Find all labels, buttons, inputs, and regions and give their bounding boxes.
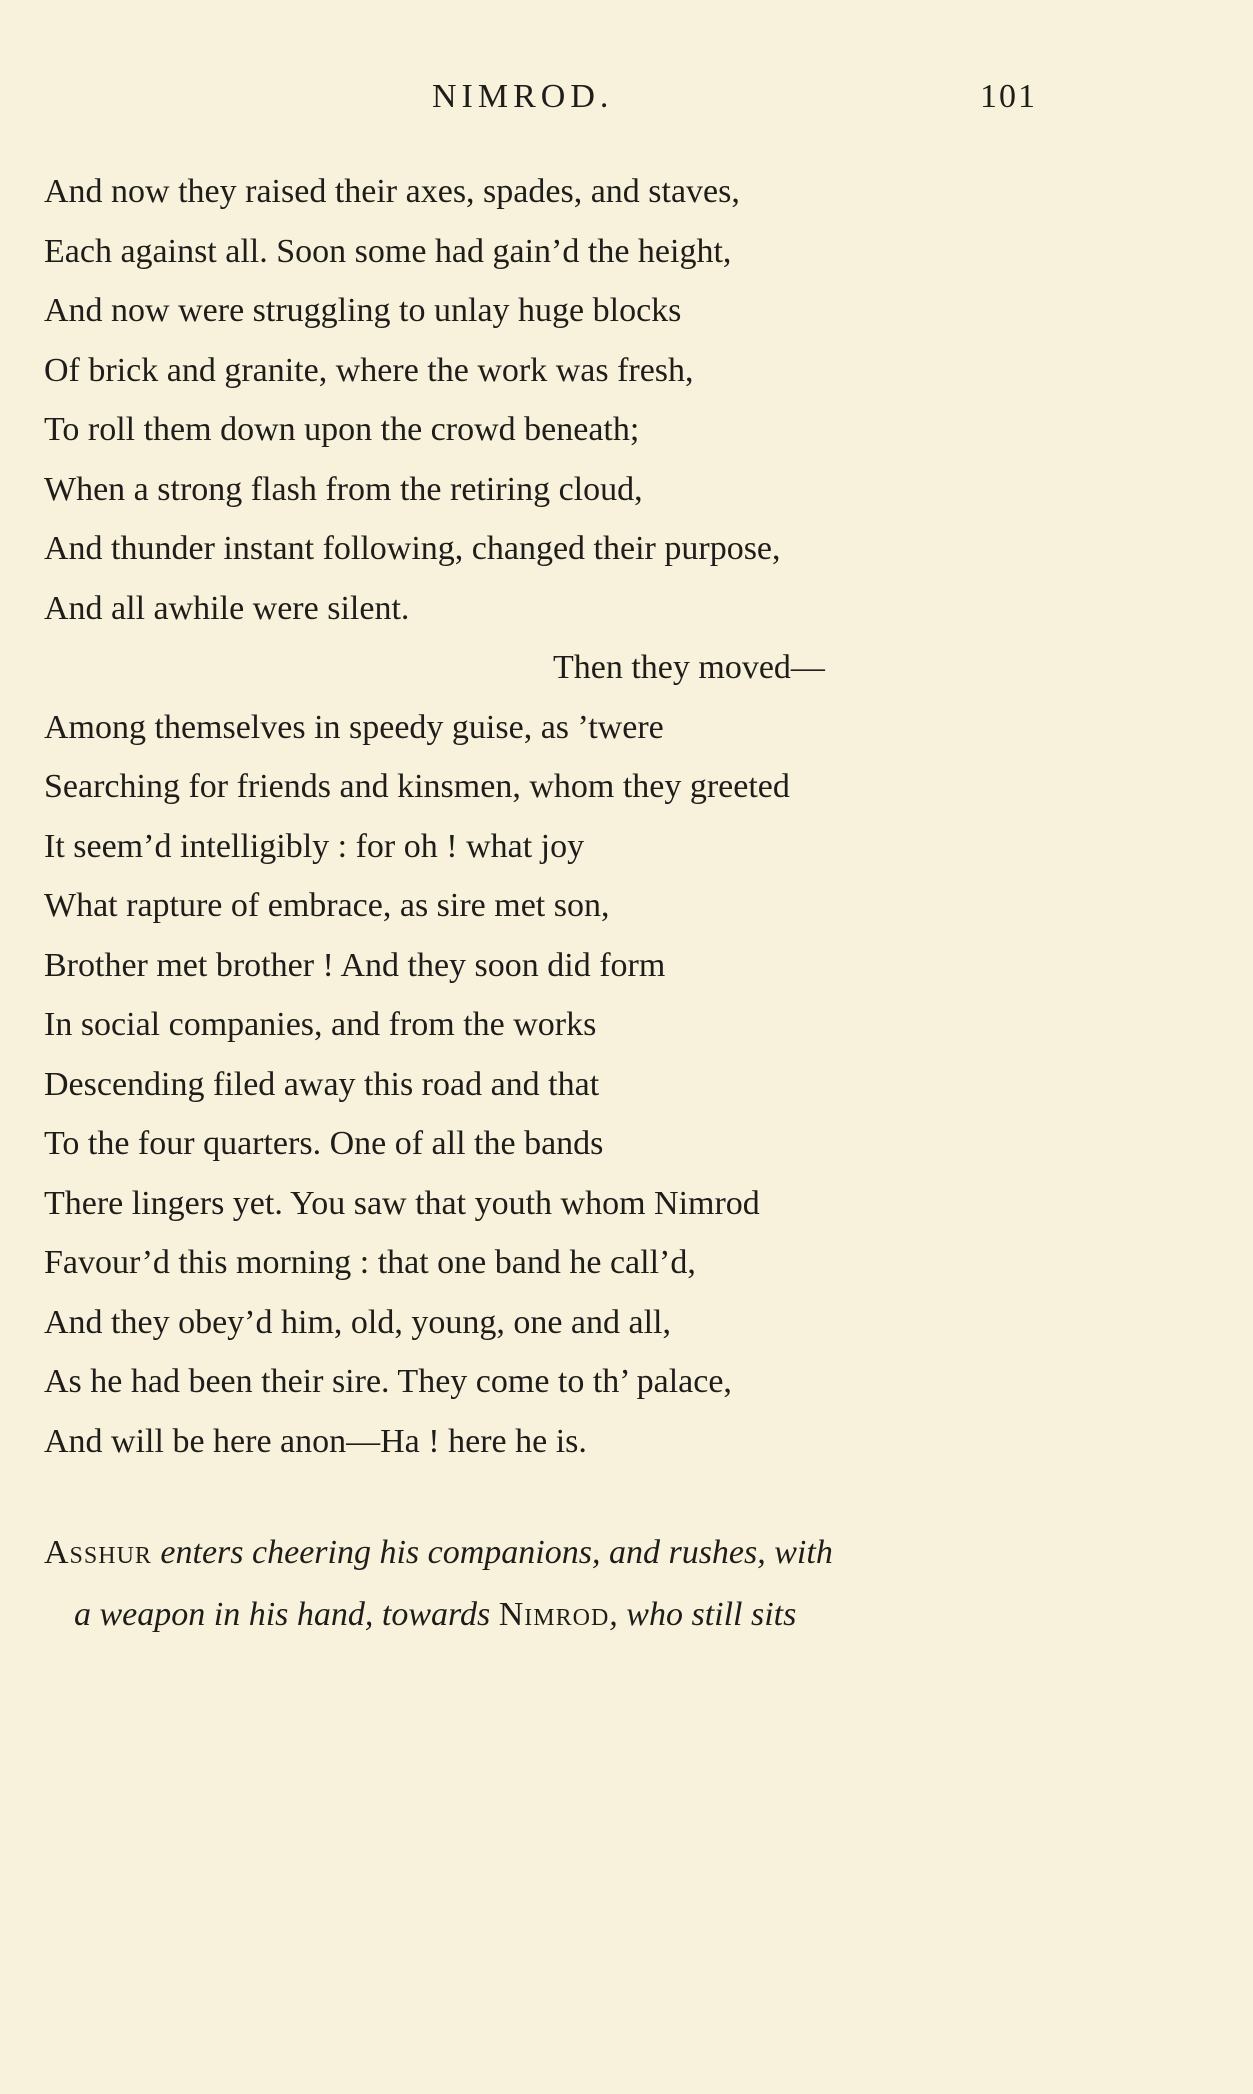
- verse-line: Brother met brother ! And they soon did form: [44, 946, 666, 984]
- verse-line: Among themselves in speedy guise, as ’twere: [44, 708, 664, 746]
- verse-line: It seem’d intelligibly : for oh ! what joy: [44, 827, 585, 865]
- verse-line: Of brick and granite, where the work was fresh,: [44, 351, 694, 389]
- verse-line: And will be here anon—Ha ! here he is.: [44, 1422, 587, 1460]
- verse-line: And all awhile were silent.: [44, 589, 410, 627]
- verse-line: To roll them down upon the crowd beneath;: [44, 411, 640, 448]
- verse-line: Favour’d this morning : that one band he call’d,: [44, 1244, 696, 1281]
- poem-text: [44, 162, 1164, 1471]
- running-head: [0, 72, 1253, 122]
- stage-direction-line: [44, 1584, 1164, 1646]
- verse-line: And now were struggling to unlay huge blocks: [44, 292, 682, 329]
- character-name-asshur: Asshur: [44, 1534, 152, 1571]
- verse-line: Descending filed away this road and that: [44, 1065, 600, 1103]
- verse-line: There lingers yet. You saw that youth whom Nimrod: [44, 1184, 760, 1222]
- verse-line: As he had been their sire. They come to th’ palace,: [44, 1363, 732, 1400]
- verse-line-indented: Then they moved—: [553, 649, 825, 686]
- stage-direction-text: a weapon in his hand, towards: [74, 1596, 499, 1633]
- verse-line: To the four quarters. One of all the bands: [44, 1125, 604, 1162]
- verse-line: When a strong flash from the retiring cloud,: [44, 470, 643, 508]
- verse-line: And they obey’d him, old, young, one and all,: [44, 1303, 672, 1341]
- verse-line: In social companies, and from the works: [44, 1006, 597, 1043]
- verse-line: And thunder instant following, changed their purpose,: [44, 530, 781, 567]
- running-title: NIMROD.: [432, 78, 614, 115]
- stage-direction-text: , who still sits: [609, 1596, 797, 1633]
- verse-line: Each against all. Soon some had gain’d the height,: [44, 232, 732, 270]
- character-name-nimrod: Nimrod: [498, 1596, 610, 1633]
- stage-direction-text: enters cheering his companions, and rushes, with: [151, 1534, 833, 1571]
- verse-line: What rapture of embrace, as sire met son,: [44, 887, 610, 924]
- page-number: 101: [980, 78, 1037, 115]
- stage-direction-line: [44, 1522, 1164, 1584]
- verse-line: And now they raised their axes, spades, and staves,: [44, 173, 740, 210]
- stage-direction: [44, 1522, 1164, 1646]
- verse-line: Searching for friends and kinsmen, whom they greeted: [44, 768, 790, 805]
